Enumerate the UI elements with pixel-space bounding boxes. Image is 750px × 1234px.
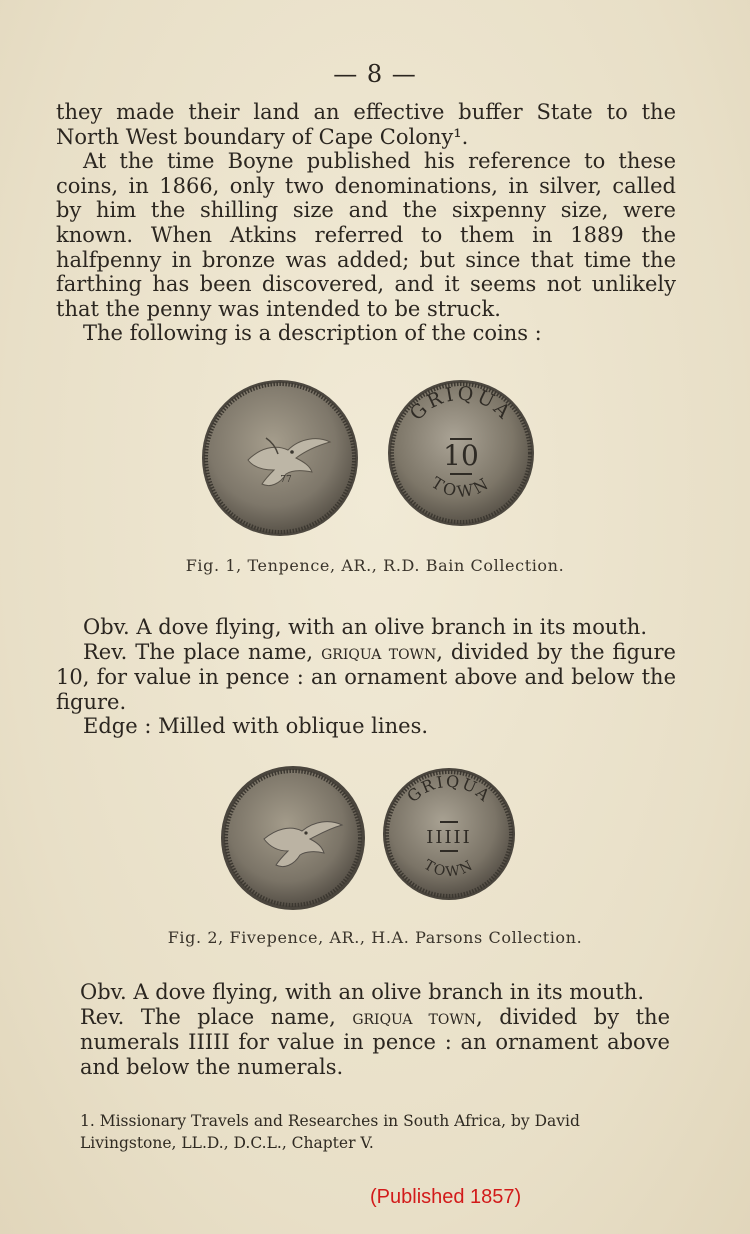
footnote [80,1110,680,1154]
intro-text [56,100,676,346]
coin-reverse-1 [386,378,536,528]
coin-obverse-1 [200,378,360,538]
footnote-text: 1. Missionary Travels and Researches in South Africa, by David Livingstone, LL.D., D.C.L., Chapter V. [80,1112,580,1152]
coin-1-value: 10 [443,439,479,472]
figure-1-caption: Fig. 1, Tenpence, AR., R.D. Bain Collection. [185,556,565,575]
fig2-reverse: Rev. The place name, griqua town, divided by the numerals IIIII for value in pence : an ornament above and below the numerals. [80,1004,671,1079]
fig1-obverse: Obv. A dove flying, with an olive branch in its mouth. [83,615,648,639]
figure-1-description [56,615,676,739]
coin-2-value: IIIII [426,827,472,848]
handwritten-annotation: (Published 1857) [370,1186,522,1208]
paragraph-continuation: they made their land an effective buffer State to the North West boundary of Cape Colony¹. [56,100,676,149]
figure-2-caption: Fig. 2, Fivepence, AR., H.A. Parsons Collection. [167,928,583,947]
coin-1-legend-bottom: TOWN [428,472,494,502]
svg-text:77: 77 [280,475,292,485]
coin-2-legend-top: GRIQUA [403,771,495,807]
fig1-reverse: Rev. The place name, griqua town, divided by the figure 10, for value in pence : an ornament above and below the figure. [56,639,676,714]
coin-reverse-2 [382,767,516,901]
fig2-obverse: Obv. A dove flying, with an olive branch in its mouth. [80,980,645,1004]
page-number: — 8 — [333,60,417,88]
coin-obverse-2 [220,765,366,911]
fig1-edge: Edge : Milled with oblique lines. [83,714,429,739]
paragraph-history: At the time Boyne published his reference to these coins, in 1866, only two denominations, in silver, called by him the shilling size and the sixpenny size, were known. When Atkins referred to them in 1889 the halfpenny in bronze was added; but since that time the farthing has been discovered, and it seems not unlikely that the penny was intended to be struck. [56,149,676,321]
figure-2-description [80,980,670,1079]
paragraph-description-intro: The following is a description of the coins : [83,321,542,346]
coin-1-legend-top: GRIQUA [405,382,517,425]
coin-2-legend-bottom: TOWN [421,856,477,881]
